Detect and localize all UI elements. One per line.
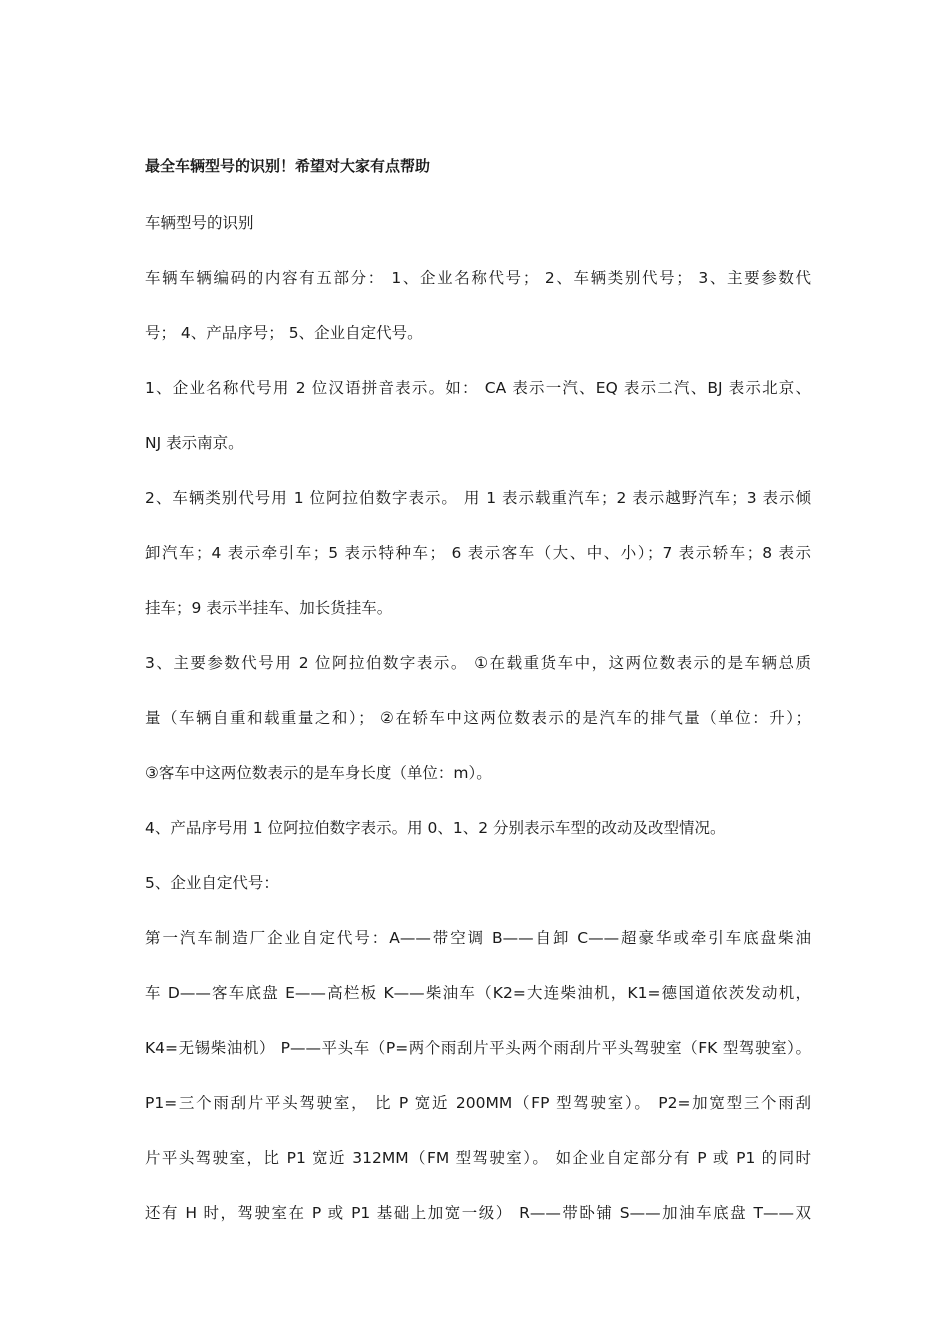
text-line: 1、企业名称代号用 2 位汉语拼音表示。如： CA 表示一汽、EQ 表示二汽、BJ 表示北京、 (145, 379, 811, 397)
text-line: ③客车中这两位数表示的是车身长度（单位：m）。 (145, 764, 492, 782)
text-line: 挂车；9 表示半挂车、加长货挂车。 (145, 599, 393, 617)
text-line: 4、产品序号用 1 位阿拉伯数字表示。用 0、1、2 分别表示车型的改动及改型情况。 (145, 819, 726, 837)
text-line: 量（车辆自重和载重量之和）； ②在轿车中这两位数表示的是汽车的排气量（单位：升）； (145, 709, 811, 727)
text-line: 还有 H 时，驾驶室在 P 或 P1 基础上加宽一级） R——带卧铺 S——加油车底盘 T——双 (145, 1204, 811, 1222)
text-line: 3、主要参数代号用 2 位阿拉伯数字表示。 ①在载重货车中，这两位数表示的是车辆总质 (145, 654, 811, 672)
text-line: 车辆车辆编码的内容有五部分： 1、企业名称代号； 2、车辆类别代号； 3、主要参数代 (145, 269, 811, 287)
text-line: 2、车辆类别代号用 1 位阿拉伯数字表示。 用 1 表示载重汽车；2 表示越野汽车；3 表示倾 (145, 489, 811, 507)
text-line: 5、企业自定代号： (145, 874, 279, 892)
document-body (145, 150, 811, 1249)
text-line: P1=三个雨刮片平头驾驶室， 比 P 宽近 200MM（FP 型驾驶室）。 P2=加宽型三个雨刮 (145, 1094, 811, 1112)
text-line: 车辆型号的识别 (145, 214, 254, 232)
text-line: 号； 4、产品序号； 5、企业自定代号。 (145, 324, 423, 342)
document-title: 最全车辆型号的识别！希望对大家有点帮助 (145, 157, 431, 175)
text-line: K4=无锡柴油机） P——平头车（P=两个雨刮片平头两个雨刮片平头驾驶室（FK 型驾驶室）。 (145, 1039, 811, 1057)
text-line: 车 D——客车底盘 E——高栏板 K——柴油车（K2=大连柴油机，K1=德国道依茨发动机， (145, 984, 811, 1002)
text-line: 片平头驾驶室，比 P1 宽近 312MM（FM 型驾驶室）。 如企业自定部分有 P 或 P1 的同时 (145, 1149, 811, 1167)
text-line: NJ 表示南京。 (145, 434, 244, 452)
text-line: 第一汽车制造厂企业自定代号：A——带空调 B——自卸 C——超豪华或牵引车底盘柴油 (145, 929, 811, 947)
text-line: 卸汽车；4 表示牵引车；5 表示特种车； 6 表示客车（大、中、小）；7 表示轿车；8 表示 (145, 544, 811, 562)
